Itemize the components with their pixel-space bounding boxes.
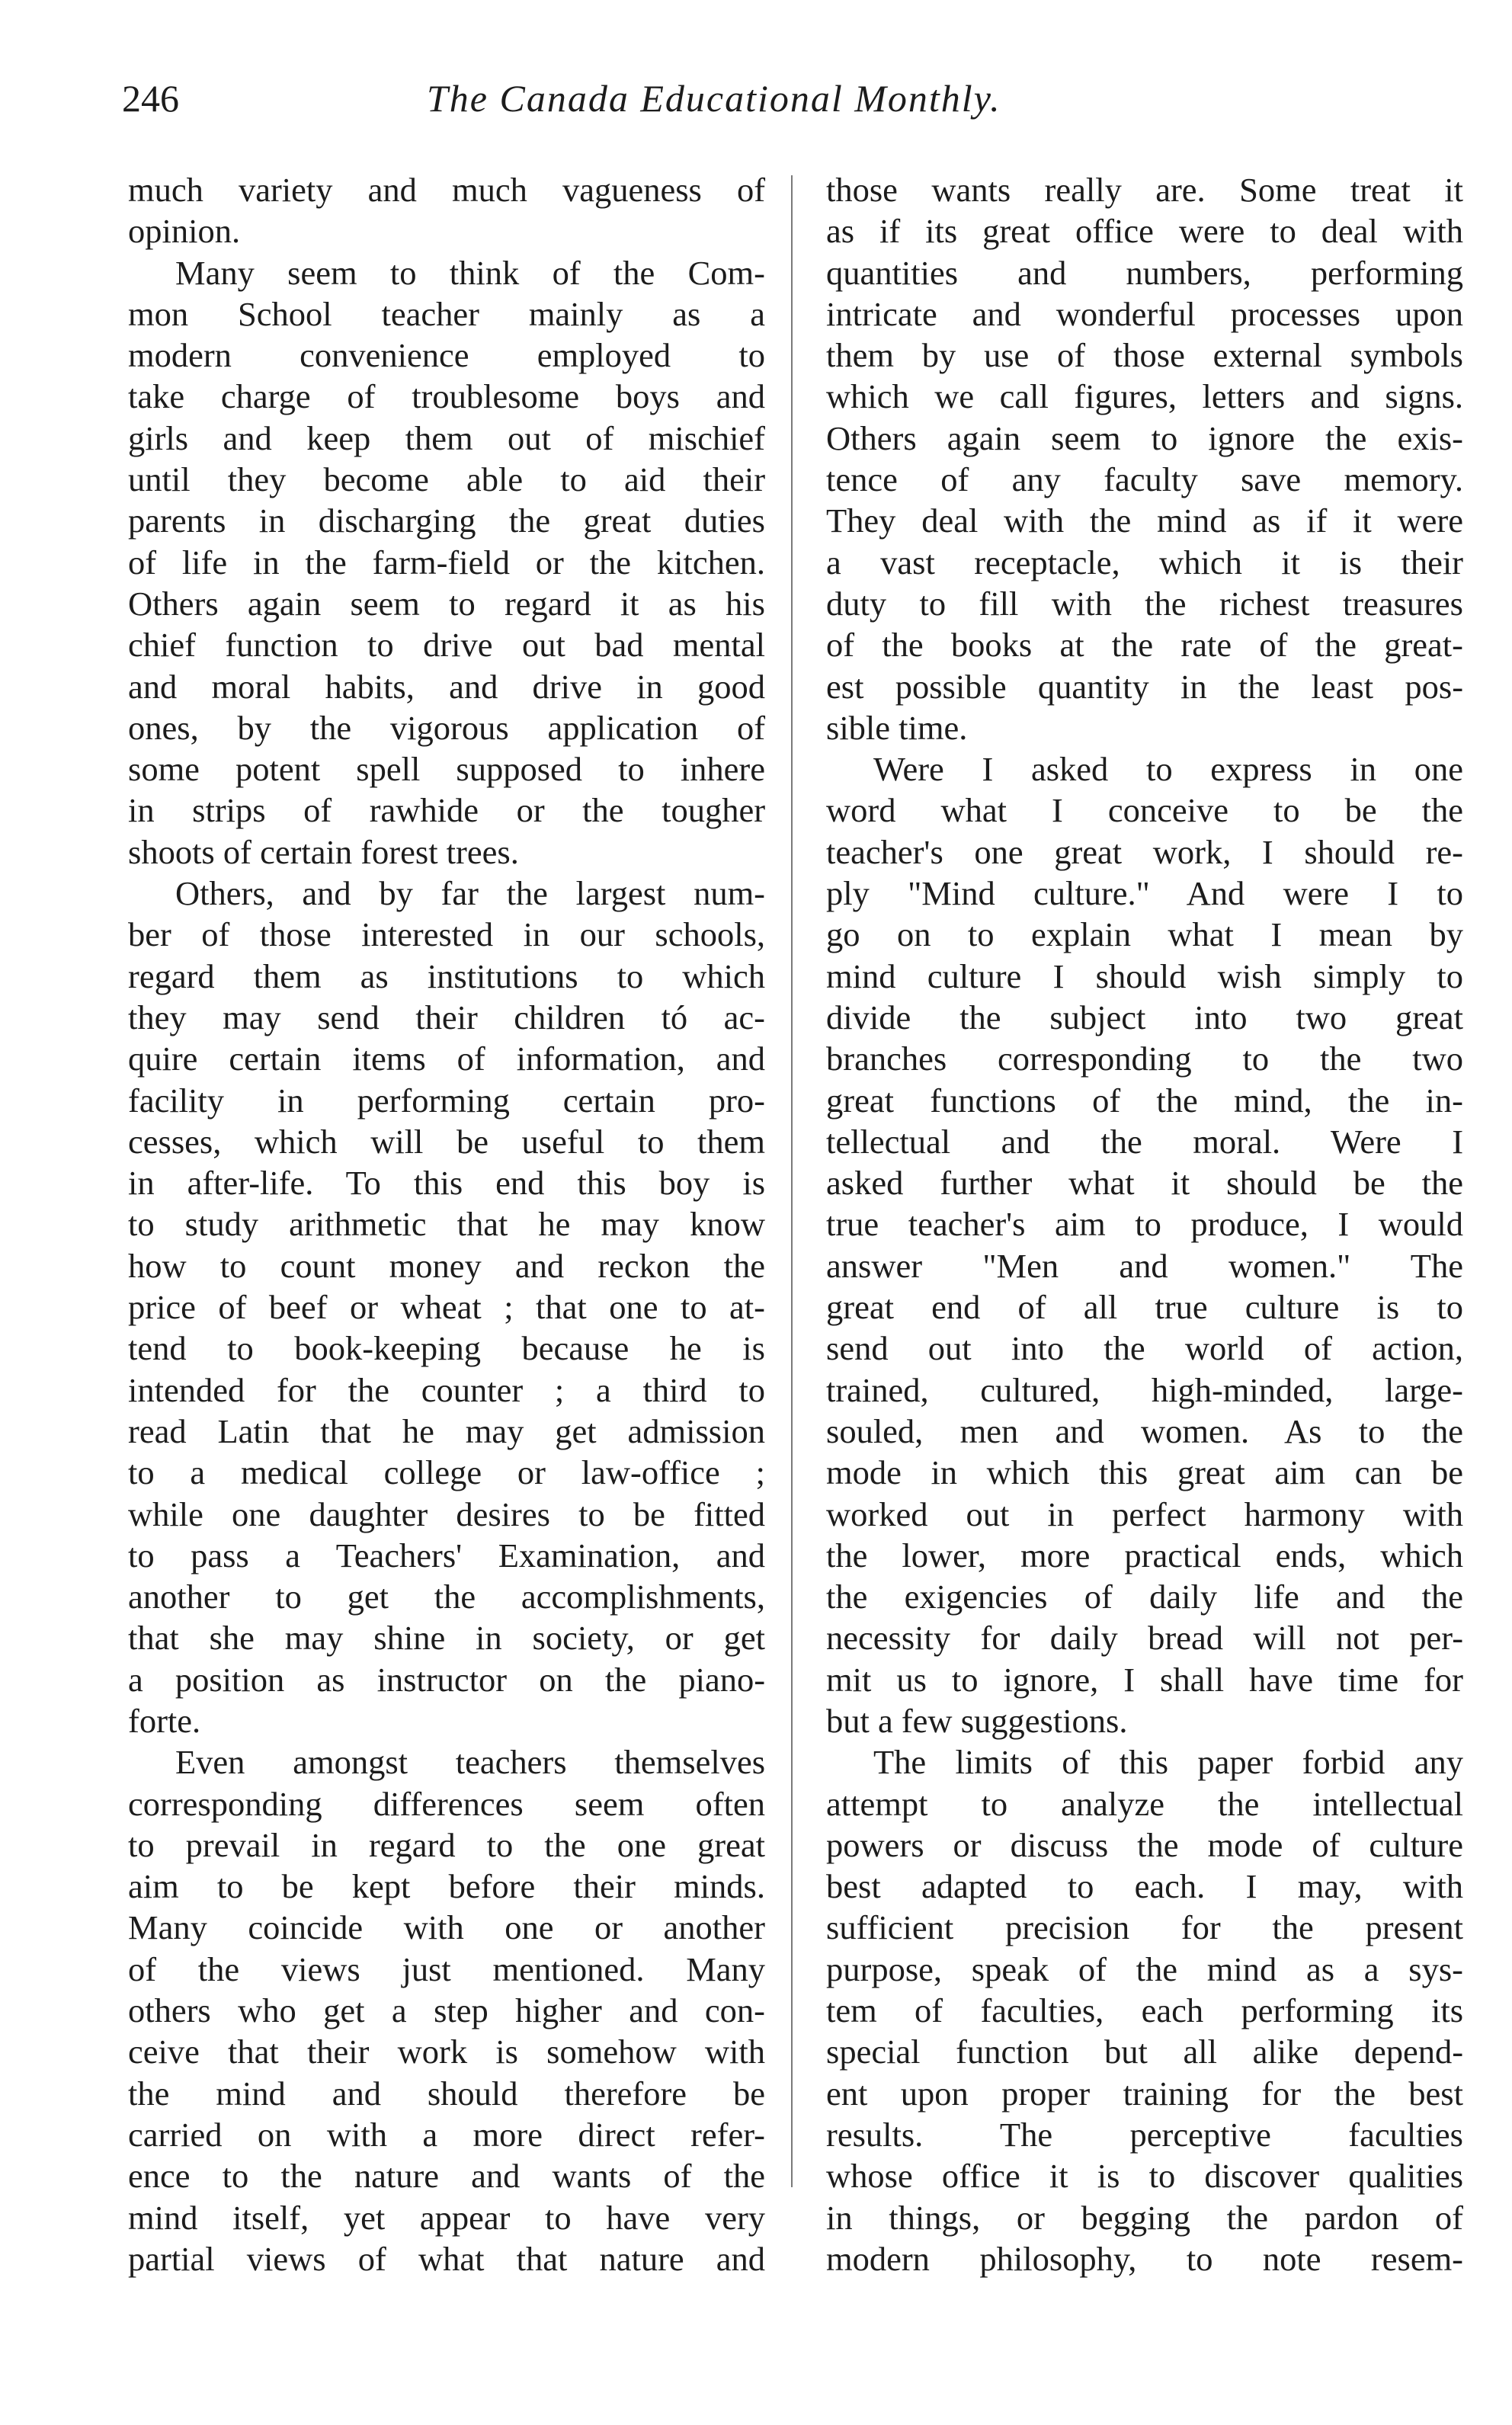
text-line: sible time. [826, 708, 968, 747]
text-line: carried on with a more direct refer- [128, 2115, 765, 2154]
text-line: ones, by the vigorous application of [128, 708, 766, 747]
text-line: a position as instructor on the piano- [128, 1660, 766, 1699]
text-line: mind culture I should wish simply to [826, 956, 1464, 995]
text-line: branches corresponding to the two [826, 1040, 1463, 1078]
text-line: while one daughter desires to be fitted [128, 1494, 766, 1533]
text-line: Many seem to think of the Com- [175, 253, 765, 292]
text-line: girls and keep them out of mischief [128, 418, 765, 457]
text-line: those wants really are. Some treat it [826, 171, 1464, 209]
text-line: attempt to analyze the intellectual [826, 1784, 1464, 1823]
text-line: souled, men and women. As to the [826, 1411, 1463, 1450]
text-line: send out into the world of action, [826, 1329, 1463, 1368]
text-line: facility in performing certain pro- [128, 1081, 765, 1120]
text-line: Others again seem to regard it as his [128, 584, 765, 623]
text-line: word what I conceive to be the [826, 791, 1464, 830]
text-line: trained, cultured, high-minded, large- [826, 1370, 1463, 1409]
text-line: price of beef or wheat ; that one to at- [128, 1288, 765, 1327]
text-line: cesses, which will be useful to them [128, 1122, 765, 1161]
text-line: the lower, more practical ends, which [826, 1536, 1463, 1574]
text-line: chief function to drive out bad mental [128, 626, 765, 665]
text-line: them by use of those external symbols [826, 336, 1463, 375]
text-line: Many coincide with one or another [128, 1908, 765, 1947]
text-line: in after-life. To this end this boy is [128, 1164, 766, 1203]
text-line: of the views just mentioned. Many [128, 1949, 766, 1988]
running-title: The Canada Educational Monthly. [427, 77, 1001, 120]
text-line: ceive that their work is somehow with [128, 2033, 766, 2071]
left-column [128, 169, 765, 2279]
text-line: special function but all alike depend- [826, 2033, 1464, 2071]
text-line: asked further what it should be the [826, 1164, 1463, 1203]
text-line: sufficient precision for the present [826, 1908, 1463, 1947]
text-line: results. The perceptive faculties [826, 2115, 1463, 2154]
text-line: forte. [128, 1701, 201, 1740]
text-line: Were I asked to express in one [873, 750, 1464, 789]
text-line: in strips of rawhide or the tougher [128, 791, 766, 830]
text-line: opinion. [128, 212, 241, 251]
text-line: answer "Men and women." The [826, 1246, 1463, 1285]
text-line: The limits of this paper forbid any [873, 1743, 1464, 1782]
text-line: to pass a Teachers' Examination, and [128, 1536, 765, 1574]
text-line: est possible quantity in the least pos- [826, 667, 1464, 706]
text-line: to study arithmetic that he may know [128, 1205, 765, 1244]
text-line: quire certain items of information, and [128, 1040, 766, 1078]
text-line: powers or discuss the mode of culture [826, 1825, 1463, 1864]
text-line: great end of all true culture is to [826, 1288, 1463, 1327]
text-line: much variety and much vagueness of [128, 171, 766, 209]
text-line: tend to book-keeping because he is [128, 1329, 765, 1368]
text-line: They deal with the mind as if it were [826, 501, 1463, 540]
text-line: aim to be kept before their minds. [128, 1867, 765, 1906]
text-line: that she may shine in society, or get [128, 1619, 765, 1658]
page-number: 246 [122, 77, 179, 120]
text-line: as if its great office were to deal with [826, 212, 1463, 251]
column-divider [791, 175, 793, 2187]
text-line: which we call figures, letters and signs. [826, 377, 1464, 416]
text-line: the mind and should therefore be [128, 2074, 765, 2113]
text-line: great functions of the mind, the in- [826, 1081, 1463, 1120]
text-line: intended for the counter ; a third to [128, 1370, 765, 1409]
text-line: in things, or begging the pardon of [826, 2198, 1463, 2237]
text-line: shoots of certain forest trees. [128, 832, 519, 871]
text-line: whose office it is to discover qualities [826, 2157, 1464, 2196]
text-line: regard them as institutions to which [128, 956, 765, 995]
text-line: mode in which this great aim can be [826, 1453, 1463, 1492]
text-line: best adapted to each. I may, with [826, 1867, 1464, 1906]
text-line: mind itself, yet appear to have very [128, 2198, 766, 2237]
text-line: mit us to ignore, I shall have time for [826, 1660, 1463, 1699]
text-line: parents in discharging the great duties [128, 501, 765, 540]
text-line: modern convenience employed to [128, 336, 765, 375]
text-line: of the books at the rate of the great- [826, 626, 1463, 665]
text-line: but a few suggestions. [826, 1701, 1128, 1740]
text-line: another to get the accomplishments, [128, 1578, 766, 1616]
text-line: purpose, speak of the mind as a sys- [826, 1949, 1463, 1988]
text-line: others who get a step higher and con- [128, 1991, 765, 2030]
text-line: true teacher's aim to produce, I would [826, 1205, 1463, 1244]
text-line: take charge of troublesome boys and [128, 377, 765, 416]
text-line: divide the subject into two great [826, 998, 1463, 1036]
text-line: corresponding differences seem often [128, 1784, 765, 1823]
text-line: until they become able to aid their [128, 460, 766, 499]
text-line: read Latin that he may get admission [128, 1411, 765, 1450]
text-line: Others again seem to ignore the exis- [826, 418, 1463, 457]
text-line: necessity for daily bread will not per- [826, 1619, 1464, 1658]
text-line: go on to explain what I mean by [826, 915, 1463, 954]
text-line: the exigencies of daily life and the [826, 1578, 1464, 1616]
text-line: Others, and by far the largest num- [175, 874, 766, 913]
text-line: how to count money and reckon the [128, 1246, 765, 1285]
text-line: ent upon proper training for the best [826, 2074, 1463, 2113]
text-line: partial views of what that nature and [128, 2239, 766, 2278]
text-line: some potent spell supposed to inhere [128, 750, 765, 789]
text-line: quantities and numbers, performing [826, 253, 1464, 292]
text-line: ber of those interested in our schools, [128, 915, 766, 954]
text-line: tem of faculties, each performing its [826, 1991, 1464, 2030]
text-line: intricate and wonderful processes upon [826, 294, 1463, 333]
text-line: mon School teacher mainly as a [128, 294, 766, 333]
text-line: tence of any faculty save memory. [826, 460, 1464, 499]
text-line: and moral habits, and drive in good [128, 667, 765, 706]
right-column [826, 169, 1463, 2279]
text-line: ence to the nature and wants of the [128, 2157, 765, 2196]
text-line: duty to fill with the richest treasures [826, 584, 1464, 623]
text-line: worked out in perfect harmony with [826, 1494, 1463, 1533]
text-line: of life in the farm-field or the kitchen. [128, 543, 765, 581]
text-line: ply "Mind culture." And were I to [826, 874, 1464, 913]
text-line: to prevail in regard to the one great [128, 1825, 765, 1864]
text-line: teacher's one great work, I should re- [826, 832, 1463, 871]
text-line: Even amongst teachers themselves [175, 1743, 766, 1782]
text-line: modern philosophy, to note resem- [826, 2239, 1464, 2278]
text-line: a vast receptacle, which it is their [826, 543, 1463, 581]
text-line: tellectual and the moral. Were I [826, 1122, 1464, 1161]
text-line: they may send their children tó ac- [128, 998, 765, 1036]
text-line: to a medical college or law-office ; [128, 1453, 765, 1492]
